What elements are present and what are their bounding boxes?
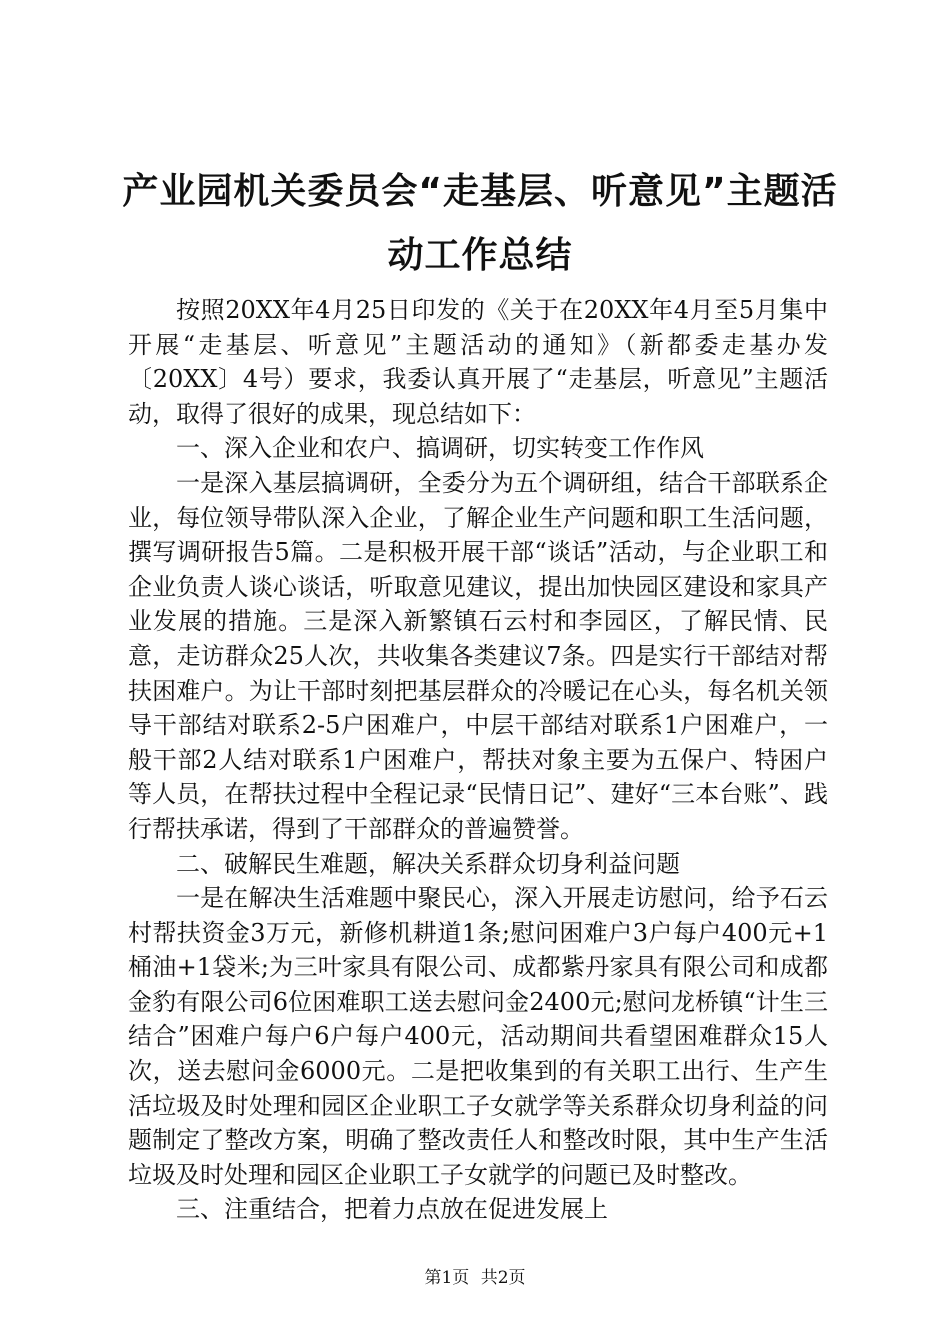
section-heading-3: 三、注重结合，把着力点放在促进发展上 — [176, 1195, 608, 1224]
intro-paragraph: 按照20XX年4月25日印发的《关于在20XX年4月至5月集中开展“走基层、听意见”主题活动的通知》（新都委走基办发〔20XX〕4号）要求，我委认真开展了“走基层，听意见”主题活动，取得了很好的成果，现总结如下： — [128, 296, 828, 428]
body-paragraph: 一是在解决生活难题中聚民心，深入开展走访慰问，给予石云村帮扶资金3万元，新修机耕道1条;慰问困难户3户每户400元+1桶油+1袋米;为三叶家具有限公司、成都紫丹家具有限公司和成都金豹有限公司6位困难职工送去慰问金2400元;慰问龙桥镇“计生三结合”困难户每户6户每户400元，活动期间共看望困难群众15人次，送去慰问金6000元。二是把收集到的有关职工出行、生产生活垃圾及时处理和园区企业职工子女就学等关系群众切身利益的问题制定了整改方案，明确了整改责任人和整改时限，其中生产生活垃圾及时处理和园区企业职工子女就学的问题已及时整改。 — [128, 884, 828, 1189]
section-heading-1: 一、深入企业和农户、搞调研，切实转变工作作风 — [176, 434, 704, 463]
document-body — [128, 293, 828, 1227]
body-paragraph: 一是深入基层搞调研，全委分为五个调研组，结合干部联系企业，每位领导带队深入企业，了解企业生产问题和职工生活问题，撰写调研报告5篇。二是积极开展干部“谈话”活动，与企业职工和企业负责人谈心谈话，听取意见建议，提出加快园区建设和家具产业发展的措施。三是深入新繁镇石云村和李园区，了解民情、民意，走访群众25人次，共收集各类建议7条。四是实行干部结对帮扶困难户。为让干部时刻把基层群众的冷暖记在心头，每名机关领导干部结对联系2-5户困难户，中层干部结对联系1户困难户，一般干部2人结对联系1户困难户，帮扶对象主要为五保户、特困户等人员，在帮扶过程中全程记录“民情日记”、建好“三本台账”、践行帮扶承诺，得到了干部群众的普遍赞誉。 — [128, 468, 828, 843]
section-heading-2: 二、破解民生难题，解决关系群众切身利益问题 — [176, 849, 680, 878]
page-number-footer: 第1页 共2页 — [424, 1268, 526, 1288]
document-title: 产业园机关委员会“走基层、听意见”主题活动工作总结 — [122, 171, 838, 276]
